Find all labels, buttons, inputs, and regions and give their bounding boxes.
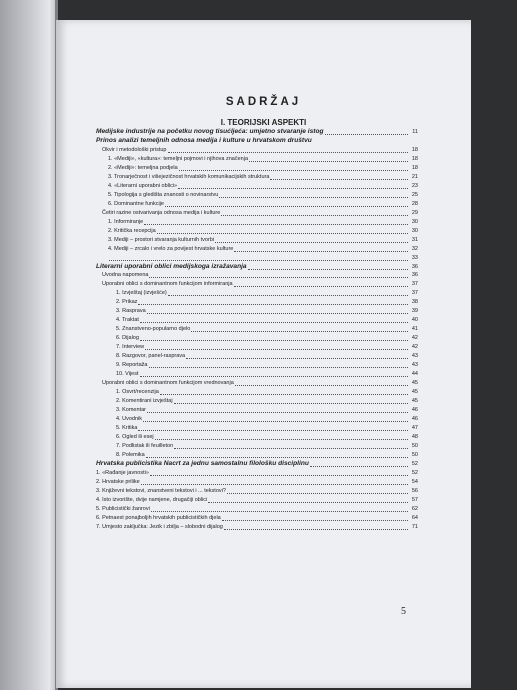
toc-entry-page: 25	[411, 191, 418, 198]
toc-entry-page: 57	[411, 496, 418, 503]
toc-entry-title: 4. Traktat	[116, 317, 139, 324]
toc-entry-title: 2. Kritička recepcija	[108, 227, 156, 234]
toc-entry-page: 28	[411, 200, 418, 207]
toc-entry	[96, 164, 418, 173]
dot-leader	[149, 366, 409, 368]
section-heading: I. TEORIJSKI ASPEKTI	[220, 118, 307, 127]
toc-entry	[96, 227, 418, 236]
toc-entry	[96, 352, 418, 361]
dot-leader	[222, 519, 408, 521]
dot-leader	[168, 151, 409, 153]
dot-leader	[109, 259, 408, 261]
dot-leader	[146, 456, 408, 458]
toc-entry	[96, 316, 418, 325]
toc-entry	[96, 442, 418, 451]
toc-entry	[96, 460, 418, 469]
toc-entry-page: 11	[412, 128, 418, 135]
toc-entry	[96, 191, 418, 200]
toc-entry-title: Prinos analizi temeljnih odnosa medija i kulture u hrvatskom društvu	[96, 136, 312, 144]
dot-leader	[249, 160, 408, 162]
toc-entry	[96, 182, 418, 191]
dot-leader	[178, 187, 408, 189]
toc-entry-page: 46	[411, 407, 418, 414]
dot-leader	[141, 483, 408, 485]
dot-leader	[234, 285, 408, 287]
toc-entry	[96, 155, 418, 164]
toc-entry-title: 6. Dijalog	[116, 335, 139, 342]
toc-entry-page: 31	[411, 236, 418, 243]
dot-leader	[248, 268, 408, 270]
dot-leader	[224, 528, 408, 530]
toc-entry	[96, 272, 418, 281]
toc-entry-title: 2. «Mediji»: temeljna podjela	[108, 164, 178, 171]
toc-entry-title: 5. Publicistički žanrovi	[96, 505, 150, 512]
toc-entry-page: 52	[411, 460, 418, 467]
toc-entry-page: 29	[411, 209, 418, 216]
dot-leader	[165, 205, 408, 207]
toc-entry-title: 1. Informiranje	[108, 218, 144, 225]
toc-entry-title: 9. Reportaža	[116, 362, 148, 369]
toc-entry	[96, 361, 418, 370]
toc-entry-title: 3. Književni tekstovi, znanstveni tekstovi i ... tekstovi?	[96, 487, 226, 494]
dot-leader	[191, 330, 408, 332]
toc-entry-title: 8. Polemika	[116, 451, 145, 458]
toc-entry-page: 50	[411, 451, 418, 458]
dot-leader	[145, 348, 408, 350]
toc-entry-page: 18	[411, 146, 418, 153]
toc-entry-page: 42	[411, 335, 418, 342]
toc-entry	[96, 451, 418, 460]
dot-leader	[147, 411, 408, 413]
page-number: 5	[401, 606, 406, 617]
toc-entry-title: Okvir i metodološki pristup	[102, 146, 167, 153]
table-of-contents	[96, 128, 418, 532]
toc-entry-title: Literarni uporabni oblici medijskoga izražavanja	[96, 262, 247, 270]
toc-entry-title: Uporabni oblici s dominantnom funkcijom vrednovanja	[102, 380, 234, 387]
toc-entry	[96, 406, 418, 415]
toc-entry-title: 3. Mediji – prostori stvaranja kulturnih tvorbi	[108, 236, 215, 243]
toc-entry-title: Medijske industrije na početku novog tisućljeća: umjetno stvaranje istog	[96, 127, 324, 135]
dot-leader	[140, 339, 408, 341]
dot-leader	[174, 402, 408, 404]
toc-entry-page: 62	[411, 505, 418, 512]
toc-entry	[96, 280, 418, 289]
toc-entry-page: 64	[411, 514, 418, 521]
toc-entry-page: 21	[411, 173, 418, 180]
toc-entry-title: 10. Vijest	[116, 371, 139, 378]
toc-entry-page: 30	[411, 218, 418, 225]
toc-entry	[96, 173, 418, 182]
toc-entry-title: Uvodna napomena	[102, 272, 149, 279]
toc-entry-title: 1. «Rađanje javnosti»	[96, 469, 149, 476]
toc-entry-page: 45	[411, 398, 418, 405]
toc-entry-page: 45	[411, 380, 418, 387]
toc-entry-page: 43	[411, 362, 418, 369]
toc-entry-page: 30	[411, 227, 418, 234]
dot-leader	[215, 241, 408, 243]
toc-entry-page: 52	[411, 469, 418, 476]
dot-leader	[140, 375, 408, 377]
dot-leader	[168, 294, 408, 296]
dot-leader	[149, 276, 408, 278]
toc-entry	[96, 343, 418, 352]
toc-entry-page: 39	[411, 308, 418, 315]
toc-entry-title: 8. Razgovor, panel-rasprava	[116, 353, 186, 360]
dot-leader	[221, 214, 408, 216]
toc-entry	[96, 200, 418, 209]
toc-entry-page: 38	[411, 299, 418, 306]
toc-entry-page: 37	[411, 290, 418, 297]
page-title: SADRŽAJ	[225, 96, 302, 108]
toc-entry-title: 5. Znanstveno-popularno djelo	[116, 326, 191, 333]
toc-entry	[96, 469, 418, 478]
toc-entry-page: 47	[411, 424, 418, 431]
toc-entry-page: 56	[411, 487, 418, 494]
dot-leader	[186, 357, 408, 359]
toc-entry-title: 5. Kritika	[116, 424, 138, 431]
toc-entry-title: 5. Tipologija s gledišta znanosti o novinarstvu	[108, 191, 219, 198]
toc-entry-title: 4. Isto izvorište, dvije namjene, drugačiji oblici	[96, 496, 208, 503]
toc-entry-page: 42	[411, 344, 418, 351]
toc-entry-page: 33	[411, 254, 418, 261]
toc-entry-page: 32	[411, 245, 418, 252]
toc-entry	[96, 523, 418, 532]
toc-entry-page: 50	[411, 442, 418, 449]
toc-entry-title: 2. Hrvatske prilike	[96, 478, 140, 485]
toc-entry-page: 54	[411, 478, 418, 485]
toc-entry	[96, 209, 418, 218]
toc-entry	[96, 254, 418, 263]
dot-leader	[160, 393, 408, 395]
toc-entry	[96, 325, 418, 334]
toc-entry	[96, 514, 418, 523]
toc-entry-page: 18	[411, 164, 418, 171]
toc-entry	[96, 245, 418, 254]
toc-entry	[96, 415, 418, 424]
toc-entry-title: Uporabni oblici s dominantnom funkcijom informiranja	[102, 281, 233, 288]
toc-entry-title: 2. Komentirani izvještaj	[116, 398, 173, 405]
toc-entry-page: 36	[411, 263, 418, 270]
toc-entry	[96, 128, 418, 137]
toc-entry-page: 36	[411, 272, 418, 279]
dot-leader	[219, 196, 408, 198]
dot-leader	[234, 250, 408, 252]
dot-leader	[138, 303, 408, 305]
toc-entry	[96, 433, 418, 442]
toc-entry-title: 3. Tronarječnost i višejezičnost hrvatskih komunikacijskih struktura	[108, 173, 270, 180]
toc-entry	[96, 298, 418, 307]
dot-leader	[155, 438, 408, 440]
toc-entry-page: 71	[411, 523, 418, 530]
toc-entry-title: Četiri razine ostvarivanja odnosa medija i kulture	[102, 209, 221, 216]
toc-entry-page: 48	[411, 433, 418, 440]
dot-leader	[310, 465, 408, 467]
toc-entry	[96, 424, 418, 433]
toc-entry-title: 3. Rasprava	[116, 308, 146, 315]
toc-entry-title: 6. Dominantne funkcije	[108, 200, 164, 207]
toc-entry-title: 7. Podlistak ili feuilleton	[116, 442, 174, 449]
toc-entry-page: 18	[411, 155, 418, 162]
toc-entry	[96, 478, 418, 487]
toc-entry	[96, 137, 418, 146]
toc-entry-title: 2. Prikaz	[116, 299, 138, 306]
dot-leader	[270, 178, 408, 180]
toc-entry	[96, 263, 418, 272]
toc-entry	[96, 218, 418, 227]
dot-leader	[235, 384, 408, 386]
dot-leader	[325, 133, 408, 135]
dot-leader	[174, 447, 408, 449]
toc-entry	[96, 496, 418, 505]
toc-entry-page: 23	[411, 182, 418, 189]
toc-entry-page: 44	[411, 371, 418, 378]
toc-entry-title: 3. Komentar	[116, 407, 146, 414]
toc-entry	[96, 307, 418, 316]
toc-entry	[96, 146, 418, 155]
dot-leader	[179, 169, 408, 171]
toc-entry-title: Hrvatska publicistika Nacrt za jednu samostalnu filološku disciplinu	[96, 459, 309, 467]
dot-leader	[140, 321, 408, 323]
dot-leader	[143, 420, 408, 422]
dot-leader	[150, 474, 408, 476]
toc-entry-title: 6. Ogled ili esej	[116, 433, 154, 440]
toc-entry-title: 1. Izvještaj (izvješće)	[116, 290, 167, 297]
toc-entry	[96, 487, 418, 496]
toc-entry	[96, 397, 418, 406]
toc-entry	[96, 289, 418, 298]
toc-entry-page: 45	[411, 389, 418, 396]
toc-entry	[96, 388, 418, 397]
toc-entry	[96, 370, 418, 379]
toc-entry-title: 6. Petnaest ponajboljih hrvatskih publicističkih djela	[96, 514, 221, 521]
toc-entry	[96, 334, 418, 343]
toc-entry-title: 4. «Literarni uporabni oblici»	[108, 182, 178, 189]
dot-leader	[157, 232, 408, 234]
toc-entry-title: 7. Interview	[116, 344, 145, 351]
toc-entry-page: 43	[411, 353, 418, 360]
toc-entry-title: 1. Osvrt/recenzija	[116, 389, 159, 396]
facing-page	[0, 0, 58, 690]
toc-entry-page: 37	[411, 281, 418, 288]
dot-leader	[208, 501, 408, 503]
dot-leader	[144, 223, 408, 225]
toc-entry-title: 1. «Mediji», «kultura»: temeljni pojmovi i njihova značenja	[108, 155, 249, 162]
toc-entry-page: 46	[411, 415, 418, 422]
toc-entry-page: 41	[411, 326, 418, 333]
toc-entry	[96, 505, 418, 514]
dot-leader	[151, 510, 408, 512]
toc-entry	[96, 236, 418, 245]
toc-entry-title: 4. Uvodnik	[116, 415, 142, 422]
dot-leader	[138, 429, 408, 431]
toc-entry-title: 7. Umjesto zaključka: Jezik i zbilja – slobodni dijalog	[96, 523, 223, 530]
book-page	[56, 20, 471, 688]
toc-entry-page: 40	[411, 317, 418, 324]
dot-leader	[147, 312, 408, 314]
toc-entry-title: 4. Mediji – zrcalo i vrelo za povijest hrvatske kulture	[108, 245, 234, 252]
toc-entry	[96, 379, 418, 388]
dot-leader	[227, 492, 408, 494]
